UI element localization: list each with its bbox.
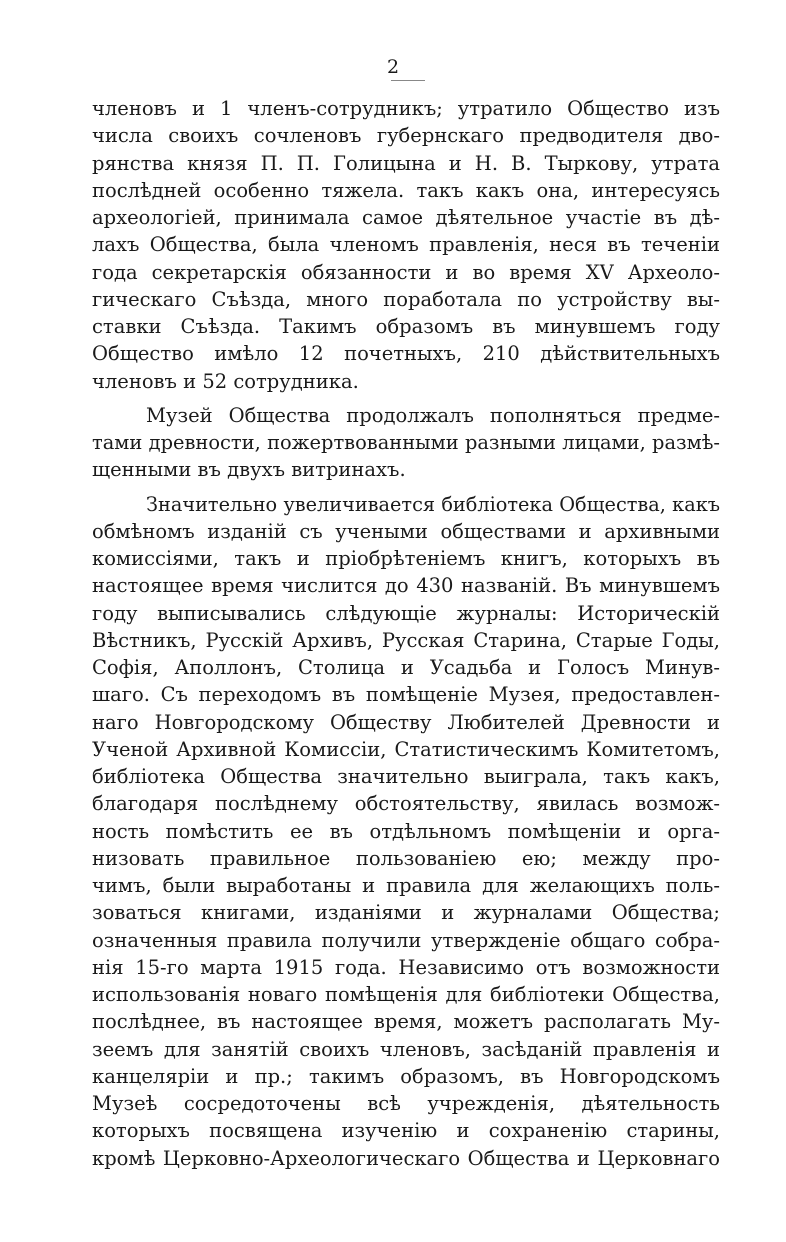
text-line: числа своихъ сочленовъ губернскаго предводителя дво-	[92, 124, 720, 148]
text-line: означенныя правила получили утвержденіе общаго собра-	[92, 928, 720, 952]
text-line: обмѣномъ изданій съ учеными обществами и архивными	[92, 519, 720, 543]
text-line: использованія новаго помѣщенія для библіотеки Общества,	[92, 983, 720, 1006]
page-number-rule	[391, 80, 425, 81]
text-line: Ученой Архивной Комиссіи, Статистическимъ Комитетомъ,	[92, 737, 720, 761]
paragraph-2	[92, 402, 720, 484]
text-line: года секретарскія обязанности и во время XV Археоло-	[92, 260, 720, 284]
text-line: тами древности, пожертвованными разными лицами, размѣ-	[92, 431, 720, 454]
text-line: членовъ и 52 сотрудника.	[92, 369, 359, 393]
text-line: чимъ, были выработаны и правила для желающихъ поль-	[92, 874, 720, 897]
text-line: шаго. Съ переходомъ въ помѣщеніе Музея, предоставлен-	[92, 683, 720, 707]
paragraph-3	[92, 491, 720, 1172]
text-line: ность помѣстить ее въ отдѣльномъ помѣщеніи и орга-	[92, 819, 720, 843]
text-line: которыхъ посвящена изученію и сохраненію старины,	[92, 1119, 720, 1143]
page-number: 2	[386, 56, 400, 78]
text-line: археологіей, принимала самое дѣятельное участіе въ дѣ-	[92, 206, 720, 229]
text-line: послѣднее, въ настоящее время, можетъ располагать Му-	[92, 1010, 720, 1034]
text-line: Вѣстникъ, Русскій Архивъ, Русская Старина, Старые Годы,	[92, 628, 720, 652]
text-line: членовъ и 1 членъ-сотрудникъ; утратило Общество изъ	[92, 97, 720, 120]
text-line: Музеѣ сосредоточены всѣ учрежденія, дѣятельность	[92, 1092, 720, 1115]
text-line: настоящее время числится до 430 названій. Въ минувшемъ	[92, 574, 720, 598]
text-line: году выписывались слѣдующіе журналы: Историческій	[92, 601, 720, 625]
text-line: Общество имѣло 12 почетныхъ, 210 дѣйствительныхъ	[92, 342, 720, 366]
text-line: послѣдней особенно тяжела. такъ какъ она, интересуясь	[92, 178, 720, 202]
text-line: кромѣ Церковно-Археологическаго Общества и Церковнаго	[92, 1146, 720, 1170]
text-line: библіотека Общества значительно выиграла, такъ какъ,	[92, 765, 720, 788]
text-line: лахъ Общества, была членомъ правленія, неся въ теченіи	[92, 233, 720, 257]
text-line: рянства князя П. П. Голицына и Н. В. Тыркову, утрата	[92, 151, 720, 175]
text-line: низовать правильное пользованіею ею; между про-	[92, 846, 720, 870]
text-line: зеемъ для занятій своихъ членовъ, засѣданій правленія и	[92, 1037, 720, 1061]
text-line: канцеляріи и пр.; такимъ образомъ, въ Новгородскомъ	[92, 1064, 720, 1088]
text-line: Музей Общества продолжалъ пополняться предме-	[146, 403, 720, 427]
body-text	[92, 95, 720, 1172]
text-line: нія 15-го марта 1915 года. Независимо отъ возможности	[92, 955, 720, 979]
text-line: зоваться книгами, изданіями и журналами Общества;	[92, 901, 720, 925]
text-line: щенными въ двухъ витринахъ.	[92, 458, 406, 482]
text-line: благодаря послѣднему обстоятельству, явилась возмож-	[92, 792, 720, 816]
text-line: комиссіями, такъ и пріобрѣтеніемъ книгъ, которыхъ въ	[92, 547, 720, 570]
text-line: Значительно увеличивается библіотека Общества, какъ	[146, 492, 720, 516]
text-line: гическаго Съѣзда, много поработала по устройству вы-	[92, 287, 720, 311]
paragraph-1	[92, 95, 720, 395]
text-line: Софія, Аполлонъ, Столица и Усадьба и Голосъ Минув-	[92, 656, 720, 679]
text-line: наго Новгородскому Обществу Любителей Древности и	[92, 710, 720, 734]
text-line: ставки Съѣзда. Такимъ образомъ въ минувшемъ году	[92, 315, 720, 338]
